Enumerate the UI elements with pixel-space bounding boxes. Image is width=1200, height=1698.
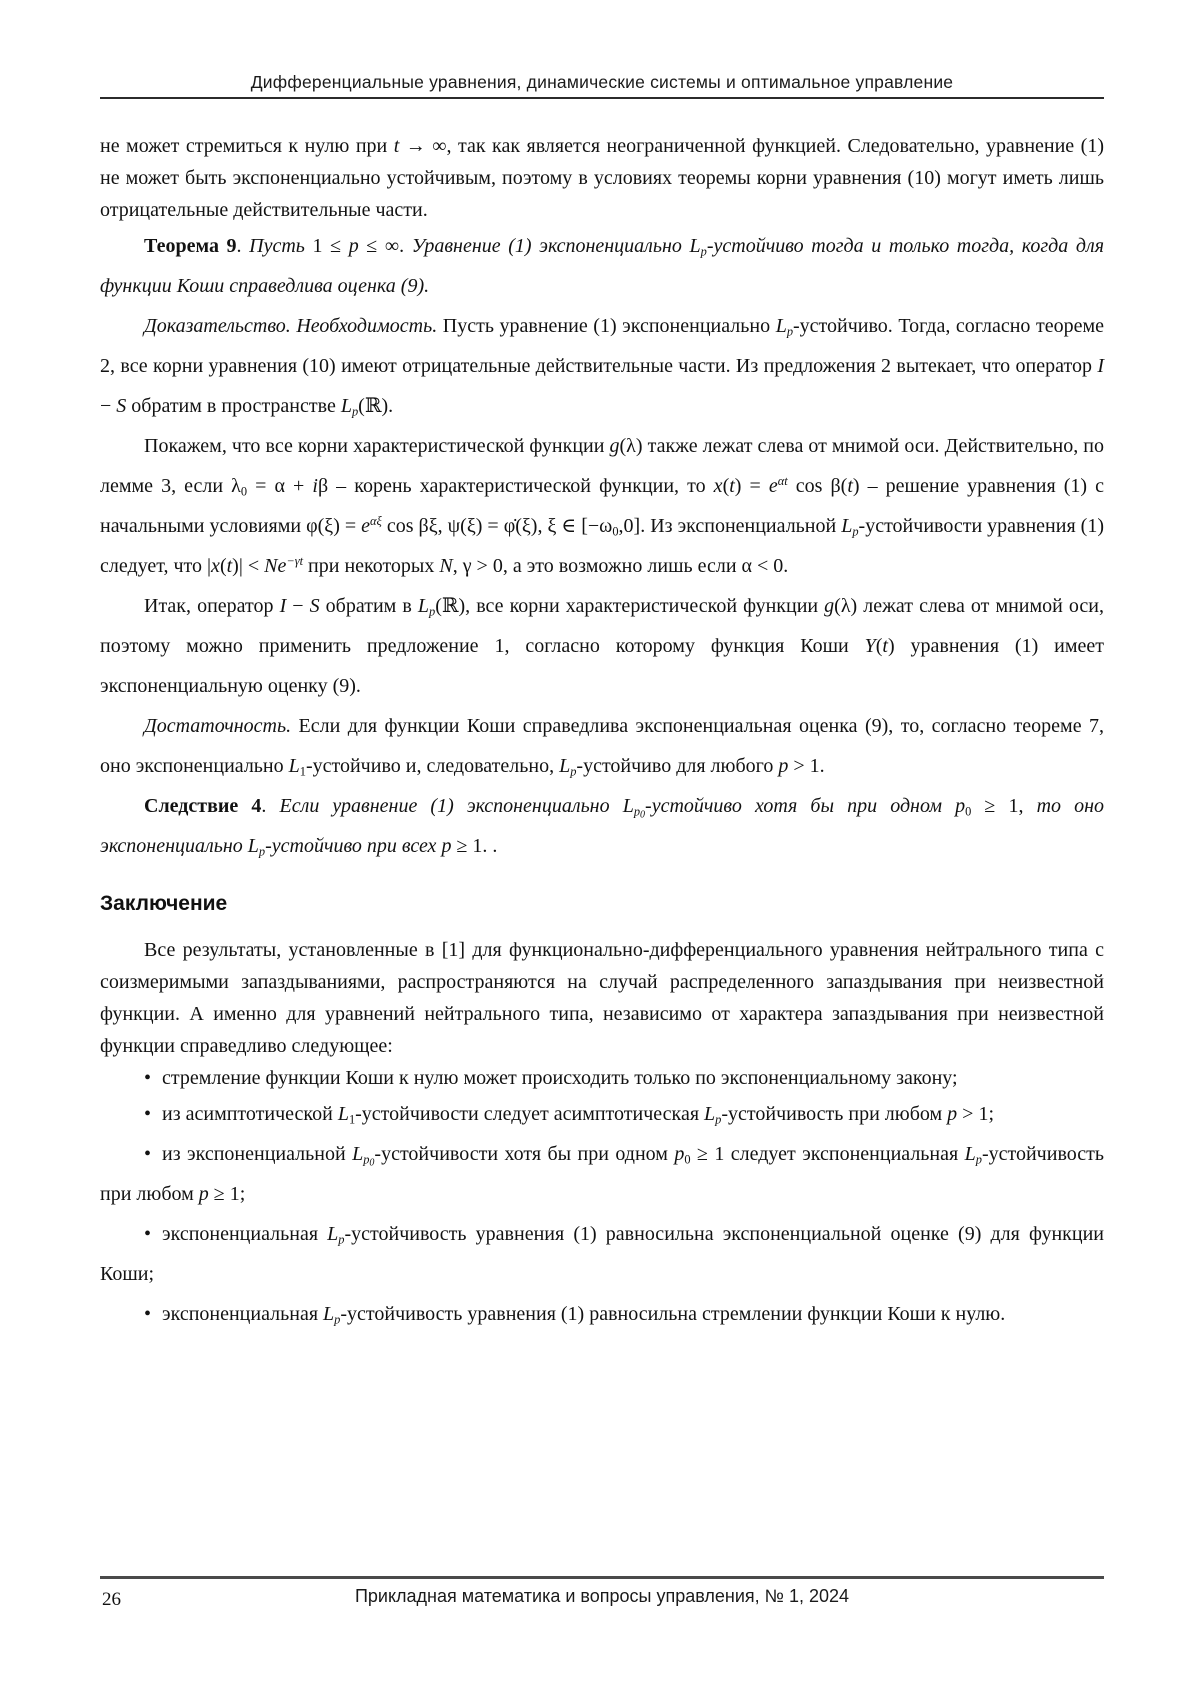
text-run: . <box>236 235 250 257</box>
text-run: 1 ≤ <box>312 235 349 257</box>
text-run: не может стремиться к нулю при <box>100 135 394 157</box>
text-run: → ∞, <box>399 135 452 157</box>
bullet-item <box>100 1062 1104 1094</box>
text-run: (ℝ), <box>435 595 471 617</box>
text-run: L <box>622 795 634 817</box>
text-run: Уравнение (1) экспоненциально <box>404 235 690 257</box>
text-run: p <box>198 1183 209 1205</box>
text-run: также лежат слева от мнимой оси. Действительно, по лемме 3, если <box>100 435 1104 497</box>
text-run: . <box>487 835 498 857</box>
text-run: αξ <box>370 514 382 529</box>
text-run: x <box>713 475 723 497</box>
text-run: I <box>279 595 287 617</box>
text-run: p <box>947 1103 958 1125</box>
text-run: L <box>559 755 571 777</box>
text-run: − <box>100 395 117 417</box>
text-run: ( <box>219 555 227 577</box>
text-run: t <box>226 555 233 577</box>
bullet-item <box>100 1214 1104 1294</box>
text-run: -устойчивости уравнения (1) следует, что <box>100 515 1104 577</box>
text-run: p <box>715 1112 722 1127</box>
text-run: p <box>441 835 452 857</box>
text-run: -устойчиво для любого <box>576 755 779 777</box>
text-run: L <box>689 235 701 257</box>
text-run: ≥ 1 <box>690 1143 725 1165</box>
text-run: 0 <box>240 484 248 499</box>
text-run: L <box>352 1143 364 1165</box>
text-run: стремление функции Коши к нулю может происходить только по экспоненциальному закону; <box>162 1067 958 1089</box>
text-run: Из экспоненциальной <box>645 515 842 537</box>
text-run: p <box>975 1152 982 1167</box>
text-run: S <box>116 395 127 417</box>
text-run: p <box>570 764 577 779</box>
paragraph <box>100 706 1104 786</box>
text-run: -устойчивость при любом <box>100 1143 1104 1205</box>
text-run: из экспоненциальной <box>162 1143 353 1165</box>
paragraph <box>100 130 1104 226</box>
text-run: p <box>258 844 266 859</box>
bullet-marker: • <box>144 1223 152 1245</box>
text-run: -устойчивость при любом <box>721 1103 948 1125</box>
section-heading <box>100 892 1104 916</box>
text-run: t <box>393 135 400 157</box>
running-header-title: Дифференциальные уравнения, динамические системы и оптимальное управление <box>250 72 954 92</box>
text-run: Все результаты, установленные в [1] для функционально-дифференциального уравнения нейтрального типа с соизмеримыми запаздываниями, распространяются на случай распределенного запаздывания при неизвестной функции. А именно для уравнений нейтрального типа, независимо от характера запаздывания при неизвестной функции справедливо следующее: <box>100 939 1104 1057</box>
text-run: Пусть <box>249 235 313 257</box>
text-run: 1 <box>348 1112 356 1127</box>
text-run: Итак, оператор <box>144 595 280 617</box>
text-run: cos β( <box>787 475 848 497</box>
text-run: L <box>704 1103 716 1125</box>
text-run: p <box>363 1152 370 1167</box>
text-run: β <box>317 475 329 497</box>
bullet-item <box>100 1134 1104 1214</box>
text-run: Ne <box>264 555 287 577</box>
text-run: -устойчивости хотя бы при одном <box>374 1143 675 1165</box>
bullet-marker: • <box>144 1303 152 1325</box>
text-run: 0 <box>612 524 619 539</box>
paragraph <box>100 586 1104 706</box>
text-run: L <box>247 835 259 857</box>
text-run: t <box>847 475 853 497</box>
text-run: Достаточность. <box>144 715 292 737</box>
text-run: 0 <box>640 809 646 821</box>
text-run: ( <box>722 475 730 497</box>
text-run: -устойчиво и, следовательно, <box>305 755 560 777</box>
article-body <box>100 130 1104 1334</box>
text-run: (λ) <box>834 595 858 617</box>
text-run: | <box>207 555 212 577</box>
text-run: Следствие 4 <box>144 795 262 817</box>
text-run: ) <box>852 475 860 497</box>
text-run: ,0]. <box>618 515 646 537</box>
text-run: p <box>351 404 359 419</box>
text-run: то оно экспоненциально <box>100 795 1105 857</box>
page-number: 26 <box>102 1589 121 1610</box>
text-run: L <box>964 1143 976 1165</box>
text-run: φ(ξ) = <box>306 515 362 537</box>
text-run: L <box>288 755 300 777</box>
text-run: L <box>323 1303 335 1325</box>
text-run: > 1; <box>957 1103 995 1125</box>
text-run: , γ > 0, <box>452 555 508 577</box>
text-run: L <box>337 1103 349 1125</box>
text-run: S <box>309 595 320 617</box>
text-run: −γt <box>286 554 304 569</box>
text-run: p <box>852 524 859 539</box>
text-run: L <box>327 1223 339 1245</box>
bullet-item <box>100 1094 1104 1134</box>
text-run: -устойчивости следует асимптотическая <box>355 1103 705 1125</box>
text-run: . <box>388 395 394 417</box>
text-run: α < 0. <box>741 555 789 577</box>
text-run: ≥ 1, <box>971 795 1024 817</box>
text-run: Заключение <box>100 892 228 915</box>
journal-title: Прикладная математика и вопросы управления, № 1, 2024 <box>354 1586 850 1606</box>
text-run: -устойчивость уравнения (1) равносильна стремлении функции Коши к нулю. <box>340 1303 1006 1325</box>
text-run: все корни характеристической функции <box>470 595 825 617</box>
text-run: p <box>429 604 436 619</box>
text-run: обратим в пространстве <box>126 395 341 417</box>
text-run: N <box>439 555 453 577</box>
text-run: t <box>729 475 735 497</box>
text-run: Пусть уравнение (1) экспоненциально <box>437 315 776 337</box>
text-run: L <box>841 515 853 537</box>
bullet-item <box>100 1294 1104 1334</box>
text-run: p <box>338 1232 345 1247</box>
text-run: при некоторых <box>303 555 440 577</box>
text-run: ≥ 1. <box>451 835 488 857</box>
bullet-marker: • <box>144 1143 152 1165</box>
text-run: − <box>286 595 310 617</box>
text-run: p <box>778 755 789 777</box>
paragraph <box>100 934 1104 1062</box>
text-run: 0 <box>684 1152 691 1167</box>
text-run: экспоненциальная <box>162 1303 324 1325</box>
text-run: ≥ 1; <box>208 1183 246 1205</box>
text-run: I <box>1097 355 1104 377</box>
text-run: – решение уравнения (1) с начальными условиями <box>100 475 1105 537</box>
text-run: e <box>361 515 371 537</box>
text-run: t <box>882 635 888 657</box>
text-run: 0 <box>369 1157 375 1169</box>
text-run: L <box>417 595 429 617</box>
text-run: обратим в <box>319 595 418 617</box>
text-run: -устойчиво. Тогда, согласно теореме 2, все корни уравнения (10) имеют отрицательные действительные части. Из предложения 2 вытекает, что оператор <box>100 315 1105 377</box>
text-run: – корень характеристической функции, то <box>328 475 714 497</box>
text-run: ) <box>887 635 895 657</box>
text-run: e <box>768 475 778 497</box>
text-run: следует экспоненциальная <box>724 1143 965 1165</box>
text-run: так как является неограниченной функцией. Следовательно, уравнение (1) не может быть экспоненциально устойчивым, поэтому в условиях теоремы корни уравнения (10) могут иметь лишь отрицательные действительные части. <box>100 135 1104 221</box>
text-run: p <box>348 235 359 257</box>
text-run: 0 <box>965 804 972 819</box>
text-run: ( <box>875 635 883 657</box>
text-run: x <box>211 555 220 577</box>
text-run: уравнения (1) имеет экспоненциальную оценку (9). <box>100 635 1105 697</box>
paragraph <box>100 226 1104 306</box>
text-run: λ <box>231 475 241 497</box>
text-run: p <box>786 324 794 339</box>
text-run: ≤ ∞. <box>358 235 405 257</box>
text-run: L <box>340 395 352 417</box>
text-run: p <box>633 804 641 819</box>
text-run: лежат слева от мнимой оси, поэтому можно применить предложение 1, согласно которому функция Коши <box>100 595 1105 657</box>
text-run: экспоненциальная <box>162 1223 328 1245</box>
text-run: )| < <box>232 555 265 577</box>
text-run: -устойчиво при всех <box>265 835 442 857</box>
article-content <box>100 130 1104 1334</box>
text-run: p <box>674 1143 685 1165</box>
text-run: -устойчивость уравнения (1) равносильна экспоненциальной оценке (9) для функции Коши; <box>100 1223 1104 1285</box>
text-run: -устойчиво хотя бы при одном <box>645 795 956 817</box>
text-run: -устойчиво тогда и только тогда, когда для функции Коши справедлива оценка (9). <box>100 235 1105 297</box>
text-run: > 1. <box>788 755 825 777</box>
text-run: Если для функции Коши справедлива экспоненциальная оценка (9), то, согласно теореме 7, оно экспоненциально <box>100 715 1104 777</box>
paragraph <box>100 306 1104 426</box>
text-run: p <box>955 795 966 817</box>
text-run: (λ) <box>619 435 643 457</box>
text-run: p <box>700 244 707 259</box>
text-run: g <box>609 435 620 457</box>
text-run: а это возможно лишь если <box>507 555 742 577</box>
text-run: из асимптотической <box>162 1103 338 1125</box>
paragraph <box>100 786 1104 866</box>
text-run: Доказательство. Необходимость. <box>144 315 438 337</box>
text-run: = α + <box>247 475 313 497</box>
text-run: 1 <box>299 764 306 779</box>
running-footer <box>100 1576 1104 1610</box>
text-run: . <box>261 795 280 817</box>
running-header <box>100 72 1104 99</box>
text-run: Если уравнение (1) экспоненциально <box>279 795 623 817</box>
text-run: Покажем, что все корни характеристической функции <box>144 435 610 457</box>
text-run: p <box>334 1312 341 1327</box>
text-run: ) = <box>734 475 769 497</box>
text-run: Y <box>864 635 876 657</box>
text-run: L <box>775 315 787 337</box>
text-run: cos βξ, ψ(ξ) = φ̇(ξ), ξ ∈ [−ω <box>381 515 613 537</box>
text-run: (ℝ) <box>358 395 389 417</box>
text-run: αt <box>777 474 788 489</box>
text-run: i <box>312 475 318 497</box>
text-run: Теорема 9 <box>144 235 237 257</box>
bullet-marker: • <box>144 1067 152 1089</box>
paragraph <box>100 426 1104 586</box>
text-run: g <box>824 595 835 617</box>
bullet-marker: • <box>144 1103 152 1125</box>
